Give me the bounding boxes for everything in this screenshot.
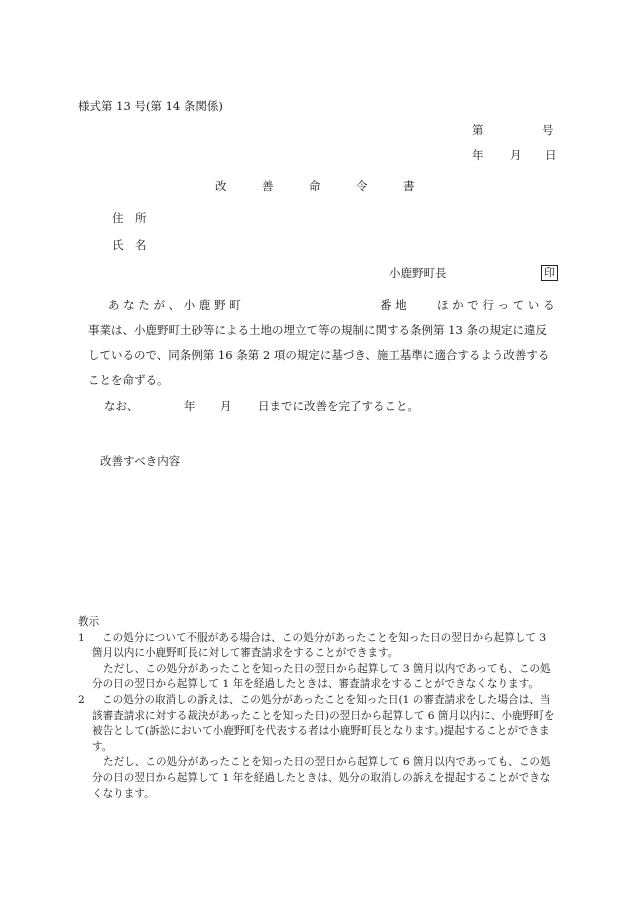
title-char: 令 [356, 179, 368, 193]
deadline-year: 年 [184, 399, 196, 413]
notice-item-number: 1 [78, 631, 85, 644]
notice-item-continuation: ただし、この処分があったことを知った日の翌日から起算して 3 箇月以内であっても、この処分の日の翌日から起算して 1 年を経過したときは、審査請求をすることができなくなります。 [92, 662, 551, 691]
notice-heading: 教示 [78, 616, 100, 628]
date-year: 年 [472, 148, 484, 162]
number-prefix: 第 [472, 123, 484, 137]
deadline-prefix: なお、 [104, 399, 139, 413]
number-suffix: 号 [542, 123, 554, 137]
form-label: 様式第 13 号(第 14 条関係) [78, 99, 223, 113]
seal-mark-text: 印 [541, 265, 558, 281]
seal-mark [541, 265, 558, 281]
body-line-1a: あ な た が 、 小 鹿 野 町 [108, 298, 241, 312]
notice-item-text: この処分の取消しの訴えは、この処分があったことを知った日(1 の審査請求をした場合は、当該審査請求に対する裁決があったことを知った日)の翌日から起算して 6 箇月以内に、小鹿野町を被告として(訴訟において小鹿野町を代表する者は小鹿野町長となります。)提起することができます。 [92, 693, 555, 753]
title-char: 改 [215, 179, 227, 193]
title-char: 書 [403, 179, 415, 193]
notice-item-number: 2 [78, 693, 85, 706]
notice-section [78, 615, 558, 802]
notice-item [78, 631, 558, 662]
deadline-suffix: 日までに改善を完了すること。 [258, 399, 419, 413]
date-month: 月 [510, 148, 522, 162]
improvement-content-label: 改善すべき内容 [100, 454, 181, 468]
body-line-4: ことを命ずる。 [88, 373, 169, 387]
body-line-2: 事業は、小鹿野町土砂等による土地の埋立て等の規制に関する条例第 13 条の規定に違反 [88, 323, 547, 337]
body-line-3: しているので、同条例第 16 条第 2 項の規定に基づき、施工基準に適合するよう改善する [88, 348, 550, 362]
address-label: 住 所 [112, 211, 147, 225]
date-day: 日 [545, 148, 557, 162]
notice-item-text: この処分について不服がある場合は、この処分があったことを知った日の翌日から起算して 3 箇月以内に小鹿野町長に対して審査請求をすることができます。 [92, 631, 547, 660]
notice-item-continuation: ただし、この処分があったことを知った日の翌日から起算して 6 箇月以内であっても、この処分の日の翌日から起算して 1 年を経過したときは、処分の取消しの訴えを提起することができなくなります。 [92, 756, 551, 800]
issuer-name: 小鹿野町長 [389, 266, 447, 280]
body-line-1b: 番 地 [380, 298, 407, 312]
name-label: 氏 名 [112, 238, 147, 252]
title-char: 善 [262, 179, 274, 193]
notice-item [78, 693, 558, 755]
deadline-month: 月 [220, 399, 232, 413]
title-char: 命 [309, 179, 321, 193]
body-line-1c: ほ か で 行 っ て い る [437, 298, 555, 312]
